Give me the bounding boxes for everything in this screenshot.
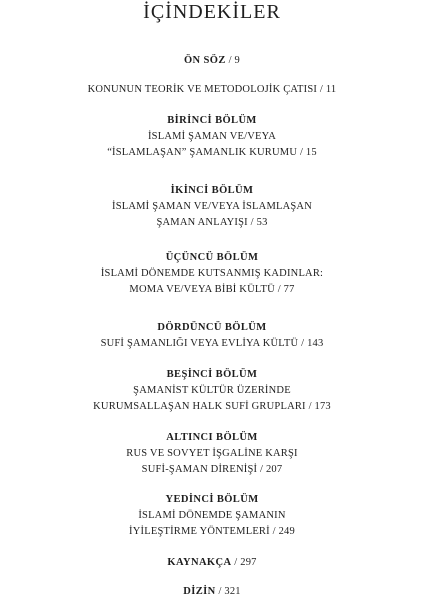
toc-entry-konu <box>0 82 424 98</box>
toc-entry-page: / 321 <box>218 586 241 597</box>
toc-entry-line: SUFİ-ŞAMAN DİRENİŞİ / 207 <box>141 464 283 475</box>
toc-entry-line: SUFİ ŞAMANLIĞI VEYA EVLİYA KÜLTÜ / 143 <box>100 338 324 349</box>
toc-entry-line: ŞAMAN ANLAYIŞI / 53 <box>156 217 268 228</box>
toc-entry-heading: ALTINCI BÖLÜM <box>166 432 258 443</box>
toc-entry-heading: BİRİNCİ BÖLÜM <box>167 115 257 126</box>
toc-entry-page: / 297 <box>234 557 257 568</box>
toc-entry-heading: KAYNAKÇA <box>167 557 232 568</box>
toc-entry-dorduncu <box>0 320 424 352</box>
toc-entry-line: KONUNUN TEORİK VE METODOLOJİK ÇATISI / 11 <box>87 84 337 95</box>
toc-entry-altinci <box>0 430 424 478</box>
toc-entry-yedinci <box>0 492 424 540</box>
toc-entry-heading: ÜÇÜNCÜ BÖLÜM <box>165 252 259 263</box>
toc-entry-line: İSLAMİ DÖNEMDE KUTSANMIŞ KADINLAR: <box>100 268 324 279</box>
toc-entry-heading: DİZİN <box>183 586 216 597</box>
toc-entry-line: İSLAMİ ŞAMAN VE/VEYA <box>147 131 277 142</box>
toc-entry-line: KURUMSALLAŞAN HALK SUFİ GRUPLARI / 173 <box>93 401 331 412</box>
toc-entry-ucuncu <box>0 250 424 298</box>
toc-entry-line: RUS VE SOVYET İŞGALİNE KARŞI <box>126 448 298 459</box>
toc-entry-heading: İKİNCİ BÖLÜM <box>170 185 254 196</box>
page-title: İÇİNDEKİLER <box>143 1 281 23</box>
toc-entry-dizin <box>0 584 424 600</box>
toc-entry-line: ŞAMANİST KÜLTÜR ÜZERİNDE <box>133 385 291 396</box>
toc-entry-line: İSLAMİ ŞAMAN VE/VEYA İSLAMLAŞAN <box>112 201 312 212</box>
toc-entry-heading: BEŞİNCİ BÖLÜM <box>166 369 258 380</box>
toc-entry-onsoz <box>0 53 424 69</box>
toc-entry-birinci <box>0 113 424 161</box>
toc-entry-line: İSLAMİ DÖNEMDE ŞAMANIN <box>138 510 286 521</box>
toc-entry-heading: ÖN SÖZ <box>183 55 226 66</box>
toc-entry-ikinci <box>0 183 424 231</box>
toc-entry-kaynakca <box>0 555 424 571</box>
toc-entry-heading: YEDİNCİ BÖLÜM <box>165 494 259 505</box>
toc-entry-page: / 9 <box>228 55 241 66</box>
toc-entry-line: “İSLAMLAŞAN” ŞAMANLIK KURUMU / 15 <box>107 147 317 158</box>
toc-entry-line: MOMA VE/VEYA BİBİ KÜLTÜ / 77 <box>129 284 295 295</box>
toc-entry-line: İYİLEŞTİRME YÖNTEMLERİ / 249 <box>129 526 295 537</box>
toc-entry-heading: DÖRDÜNCÜ BÖLÜM <box>157 322 267 333</box>
toc-entry-besinci <box>0 367 424 415</box>
